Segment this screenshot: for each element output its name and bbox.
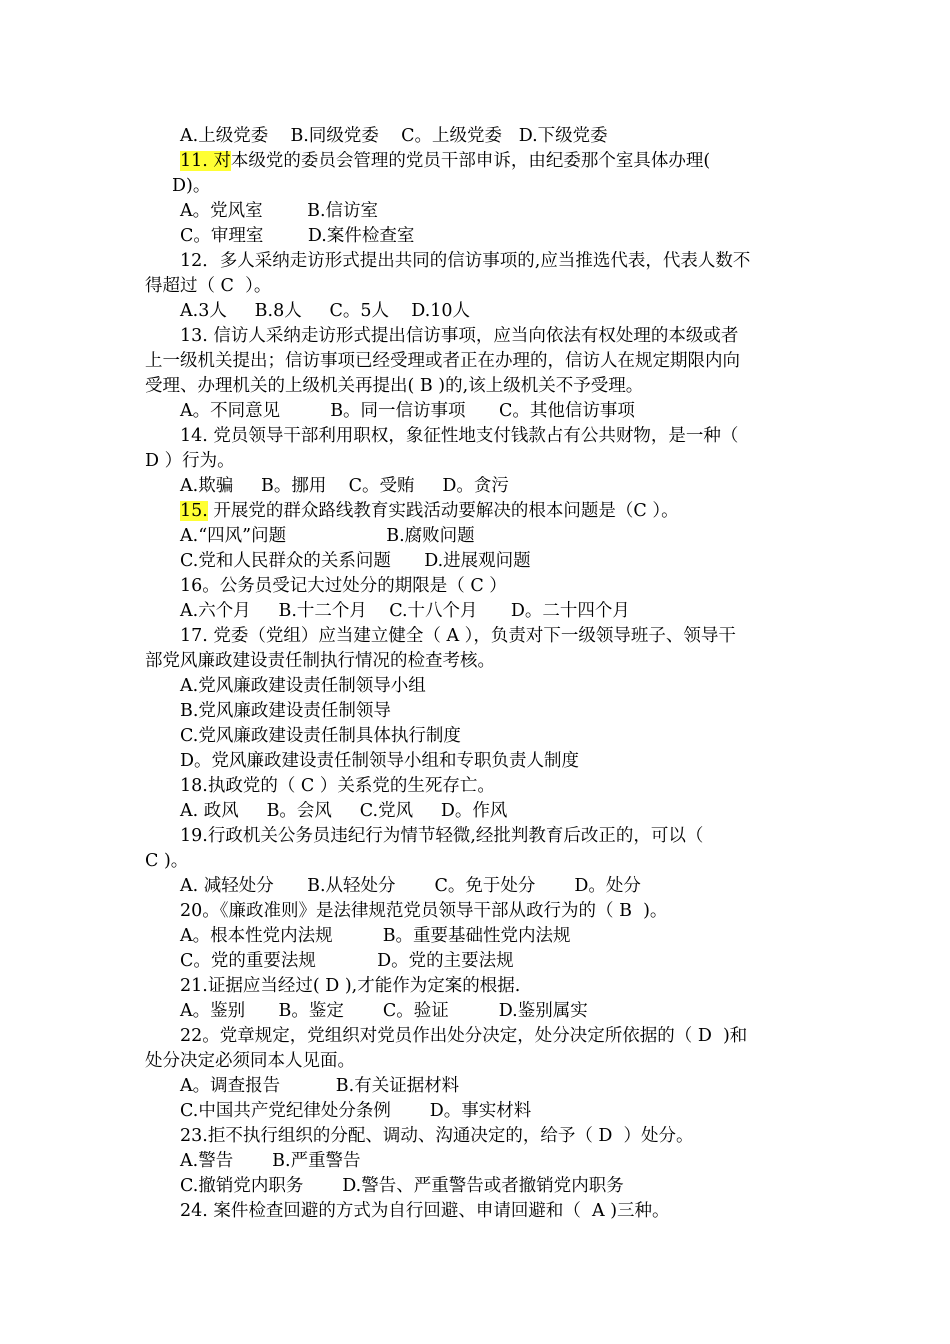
q23-options-ab: A.警告 B.严重警告 [180,1151,361,1171]
q15-options-ab: A.“四风”问题 B.腐败问题 [180,526,475,546]
q21-stem: 21.证据应当经过( D ),才能作为定案的根据. [180,976,521,996]
q11-stem-line2: D)。 [172,176,211,196]
q13-options: A。不同意见 B。同一信访事项 C。其他信访事项 [180,401,635,421]
q12-stem-line1: 12．多人采纳走访形式提出共同的信访事项的,应当推选代表，代表人数不 [180,251,751,271]
q19-stem-line2: C )。 [145,851,189,871]
q19-options: A. 减轻处分 B.从轻处分 C。免于处分 D。处分 [180,876,641,896]
q19-stem-line1: 19.行政机关公务员违纪行为情节轻微,经批判教育后改正的，可以（ [180,826,704,846]
q20-stem: 20。《廉政准则》是法律规范党员领导干部从政行为的（ B )。 [180,901,668,921]
q22-options-ab: A。调查报告 B.有关证据材料 [180,1076,460,1096]
q20-options-cd: C。党的重要法规 D。党的主要法规 [180,951,514,971]
q17-option-c: C.党风廉政建设责任制具体执行制度 [180,726,461,746]
q18-stem: 18.执政党的（ C ）关系党的生死存亡。 [180,776,495,796]
q11-options-ab: A。党风室 B.信访室 [180,201,379,221]
q23-options-cd: C.撤销党内职务 D.警告、严重警告或者撤销党内职务 [180,1176,624,1196]
q16-stem: 16。公务员受记大过处分的期限是（ C ） [180,576,507,596]
q22-options-cd: C.中国共产党纪律处分条例 D。事实材料 [180,1101,532,1121]
q15-options-cd: C.党和人民群众的关系问题 D.进展观问题 [180,551,531,571]
q13-stem-line2: 上一级机关提出；信访事项已经受理或者正在办理的，信访人在规定期限内向 [145,351,740,371]
q14-stem-line1: 14. 党员领导干部利用职权，象征性地支付钱款占有公共财物，是一种（ [180,426,739,446]
q21-options: A。鉴别 B。鉴定 C。验证 D.鉴别属实 [180,1001,588,1021]
q18-options: A. 政风 B。会风 C.党风 D。作风 [180,801,508,821]
q16-options: A.六个月 B.十二个月 C.十八个月 D。二十四个月 [180,601,630,621]
q17-stem-line2: 部党风廉政建设责任制执行情况的检查考核。 [145,651,495,671]
q13-stem-line3: 受理、办理机关的上级机关再提出( B )的,该上级机关不予受理。 [145,376,644,396]
q24-stem: 24. 案件检查回避的方式为自行回避、申请回避和（ A )三种。 [180,1201,670,1221]
q17-stem-line1: 17. 党委（党组）应当建立健全（ A ），负责对下一级领导班子、领导干 [180,626,736,646]
highlight: 11. 对 [180,151,231,171]
q17-option-d: D。党风廉政建设责任制领导小组和专职负责人制度 [180,751,580,771]
q14-stem-line2: D ）行为。 [145,451,235,471]
q20-options-ab: A。根本性党内法规 B。重要基础性党内法规 [180,926,571,946]
q14-options: A.欺骗 B。挪用 C。受贿 D。贪污 [180,476,509,496]
q17-option-b: B.党风廉政建设责任制领导 [180,701,391,721]
q23-stem: 23.拒不执行组织的分配、调动、沟通决定的，给予（ D ）处分。 [180,1126,694,1146]
q13-stem-line1: 13. 信访人采纳走访形式提出信访事项，应当向依法有权处理的本级或者 [180,326,739,346]
q12-stem-line2: 得超过（ C ）。 [145,276,272,296]
q11-options-cd: C。审理室 D.案件检查室 [180,226,415,246]
q11-stem-line1: 11. 对本级党的委员会管理的党员干部申诉，由纪委那个室具体办理( [180,151,711,171]
q12-options: A.3人 B.8人 C。5人 D.10人 [180,301,471,321]
q22-stem-line2: 处分决定必须同本人见面。 [145,1051,355,1071]
q10-options: A.上级党委 B.同级党委 C。上级党委 D.下级党委 [180,126,608,146]
q15-stem: 15. 开展党的群众路线教育实践活动要解决的根本问题是（C ）。 [180,501,679,521]
q22-stem-line1: 22。党章规定，党组织对党员作出处分决定，处分决定所依据的（ D )和 [180,1026,748,1046]
q17-option-a: A.党风廉政建设责任制领导小组 [180,676,426,696]
highlight: 15. [180,501,208,521]
